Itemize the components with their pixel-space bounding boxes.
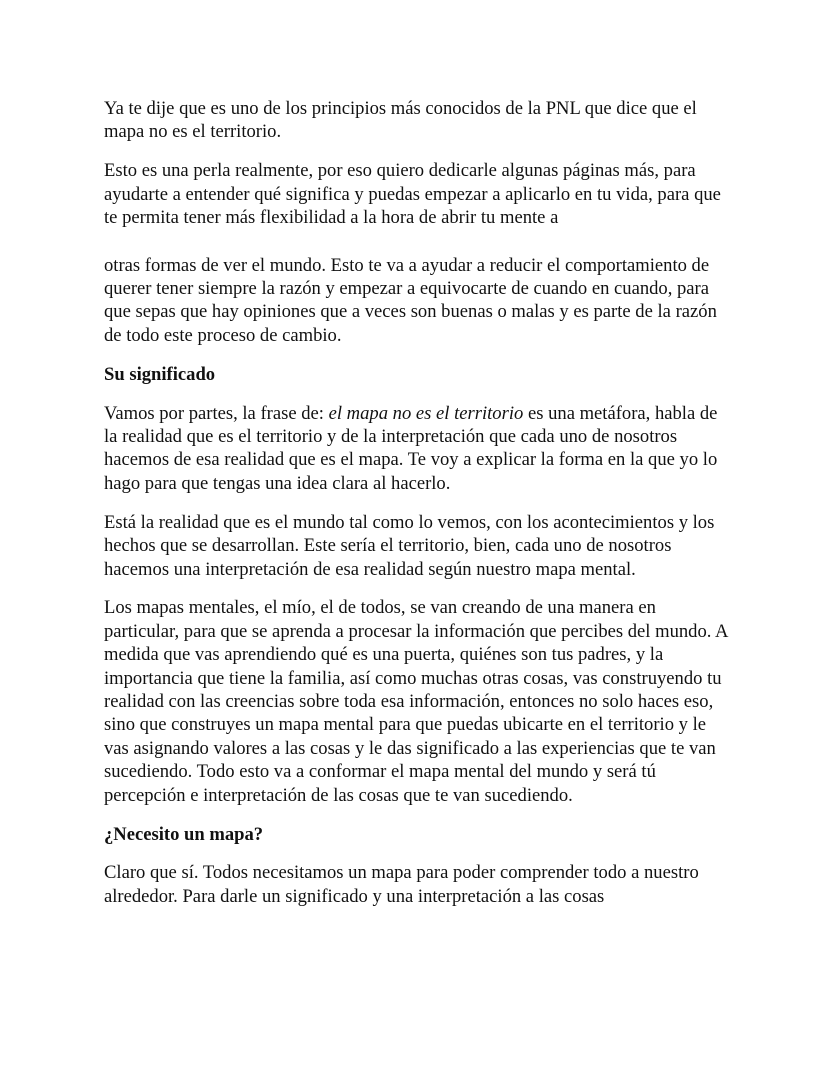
paragraph-2: Esto es una perla realmente, por eso quiero dedicarle algunas páginas más, para ayudarte a entender qué significa y puedas empezar a aplicarlo en tu vida, para que te permita tener más flexibilidad a la hora de abrir tu mente a	[104, 160, 721, 229]
section-heading-necesito-mapa: ¿Necesito un mapa?	[104, 823, 264, 845]
paragraph-5: Está la realidad que es el mundo tal como lo vemos, con los acontecimientos y los hechos que se desarrollan. Este sería el territorio, bien, cada uno de nosotros hacemos una interpretación de esa realidad según nuestro mapa mental.	[104, 511, 715, 580]
paragraph-7: Claro que sí. Todos necesitamos un mapa para poder comprender todo a nuestro alrededor. Para darle un significado y una interpretación a las cosas	[104, 862, 699, 907]
paragraph-3: otras formas de ver el mundo. Esto te va a ayudar a reducir el comportamiento de querer tener siempre la razón y empezar a equivocarte de cuando en cuando, para que sepas que hay opiniones que a veces son buenas o malas y es parte de la razón de todo este proceso de cambio.	[104, 254, 717, 346]
paragraph-1: Ya te dije que es uno de los principios más conocidos de la PNL que dice que el mapa no es el territorio.	[104, 98, 697, 143]
paragraph-4-rest: es una metáfora, habla de la realidad que es el territorio y de la interpretación que cada uno de nosotros hacemos de esa realidad que es el mapa. Te voy a explicar la forma en la que yo lo hago para que tengas una idea clara al hacerlo.	[104, 402, 718, 494]
section-heading-significado: Su significado	[104, 363, 216, 385]
document-page	[104, 97, 729, 924]
paragraph-4	[104, 402, 729, 496]
paragraph-4-lead: Vamos por partes, la frase de:	[104, 402, 329, 424]
paragraph-6: Los mapas mentales, el mío, el de todos, se van creando de una manera en particular, para que se aprenda a procesar la información que percibes del mundo. A medida que vas aprendiendo qué es una puerta, quiénes son tus padres, y la importancia que tiene la familia, así como muchas otras cosas, vas construyendo tu realidad con las creencias sobre toda esa información, entonces no solo haces eso, sino que construyes un mapa mental para que puedas ubicarte en el territorio y le vas asignando valores a las cosas y le das significado a las experiencias que te van sucediendo. Todo esto va a conformar el mapa mental del mundo y será tú percepción e interpretación de las cosas que te van sucediendo.	[104, 597, 728, 806]
paragraph-4-quote: el mapa no es el territorio	[328, 402, 524, 424]
